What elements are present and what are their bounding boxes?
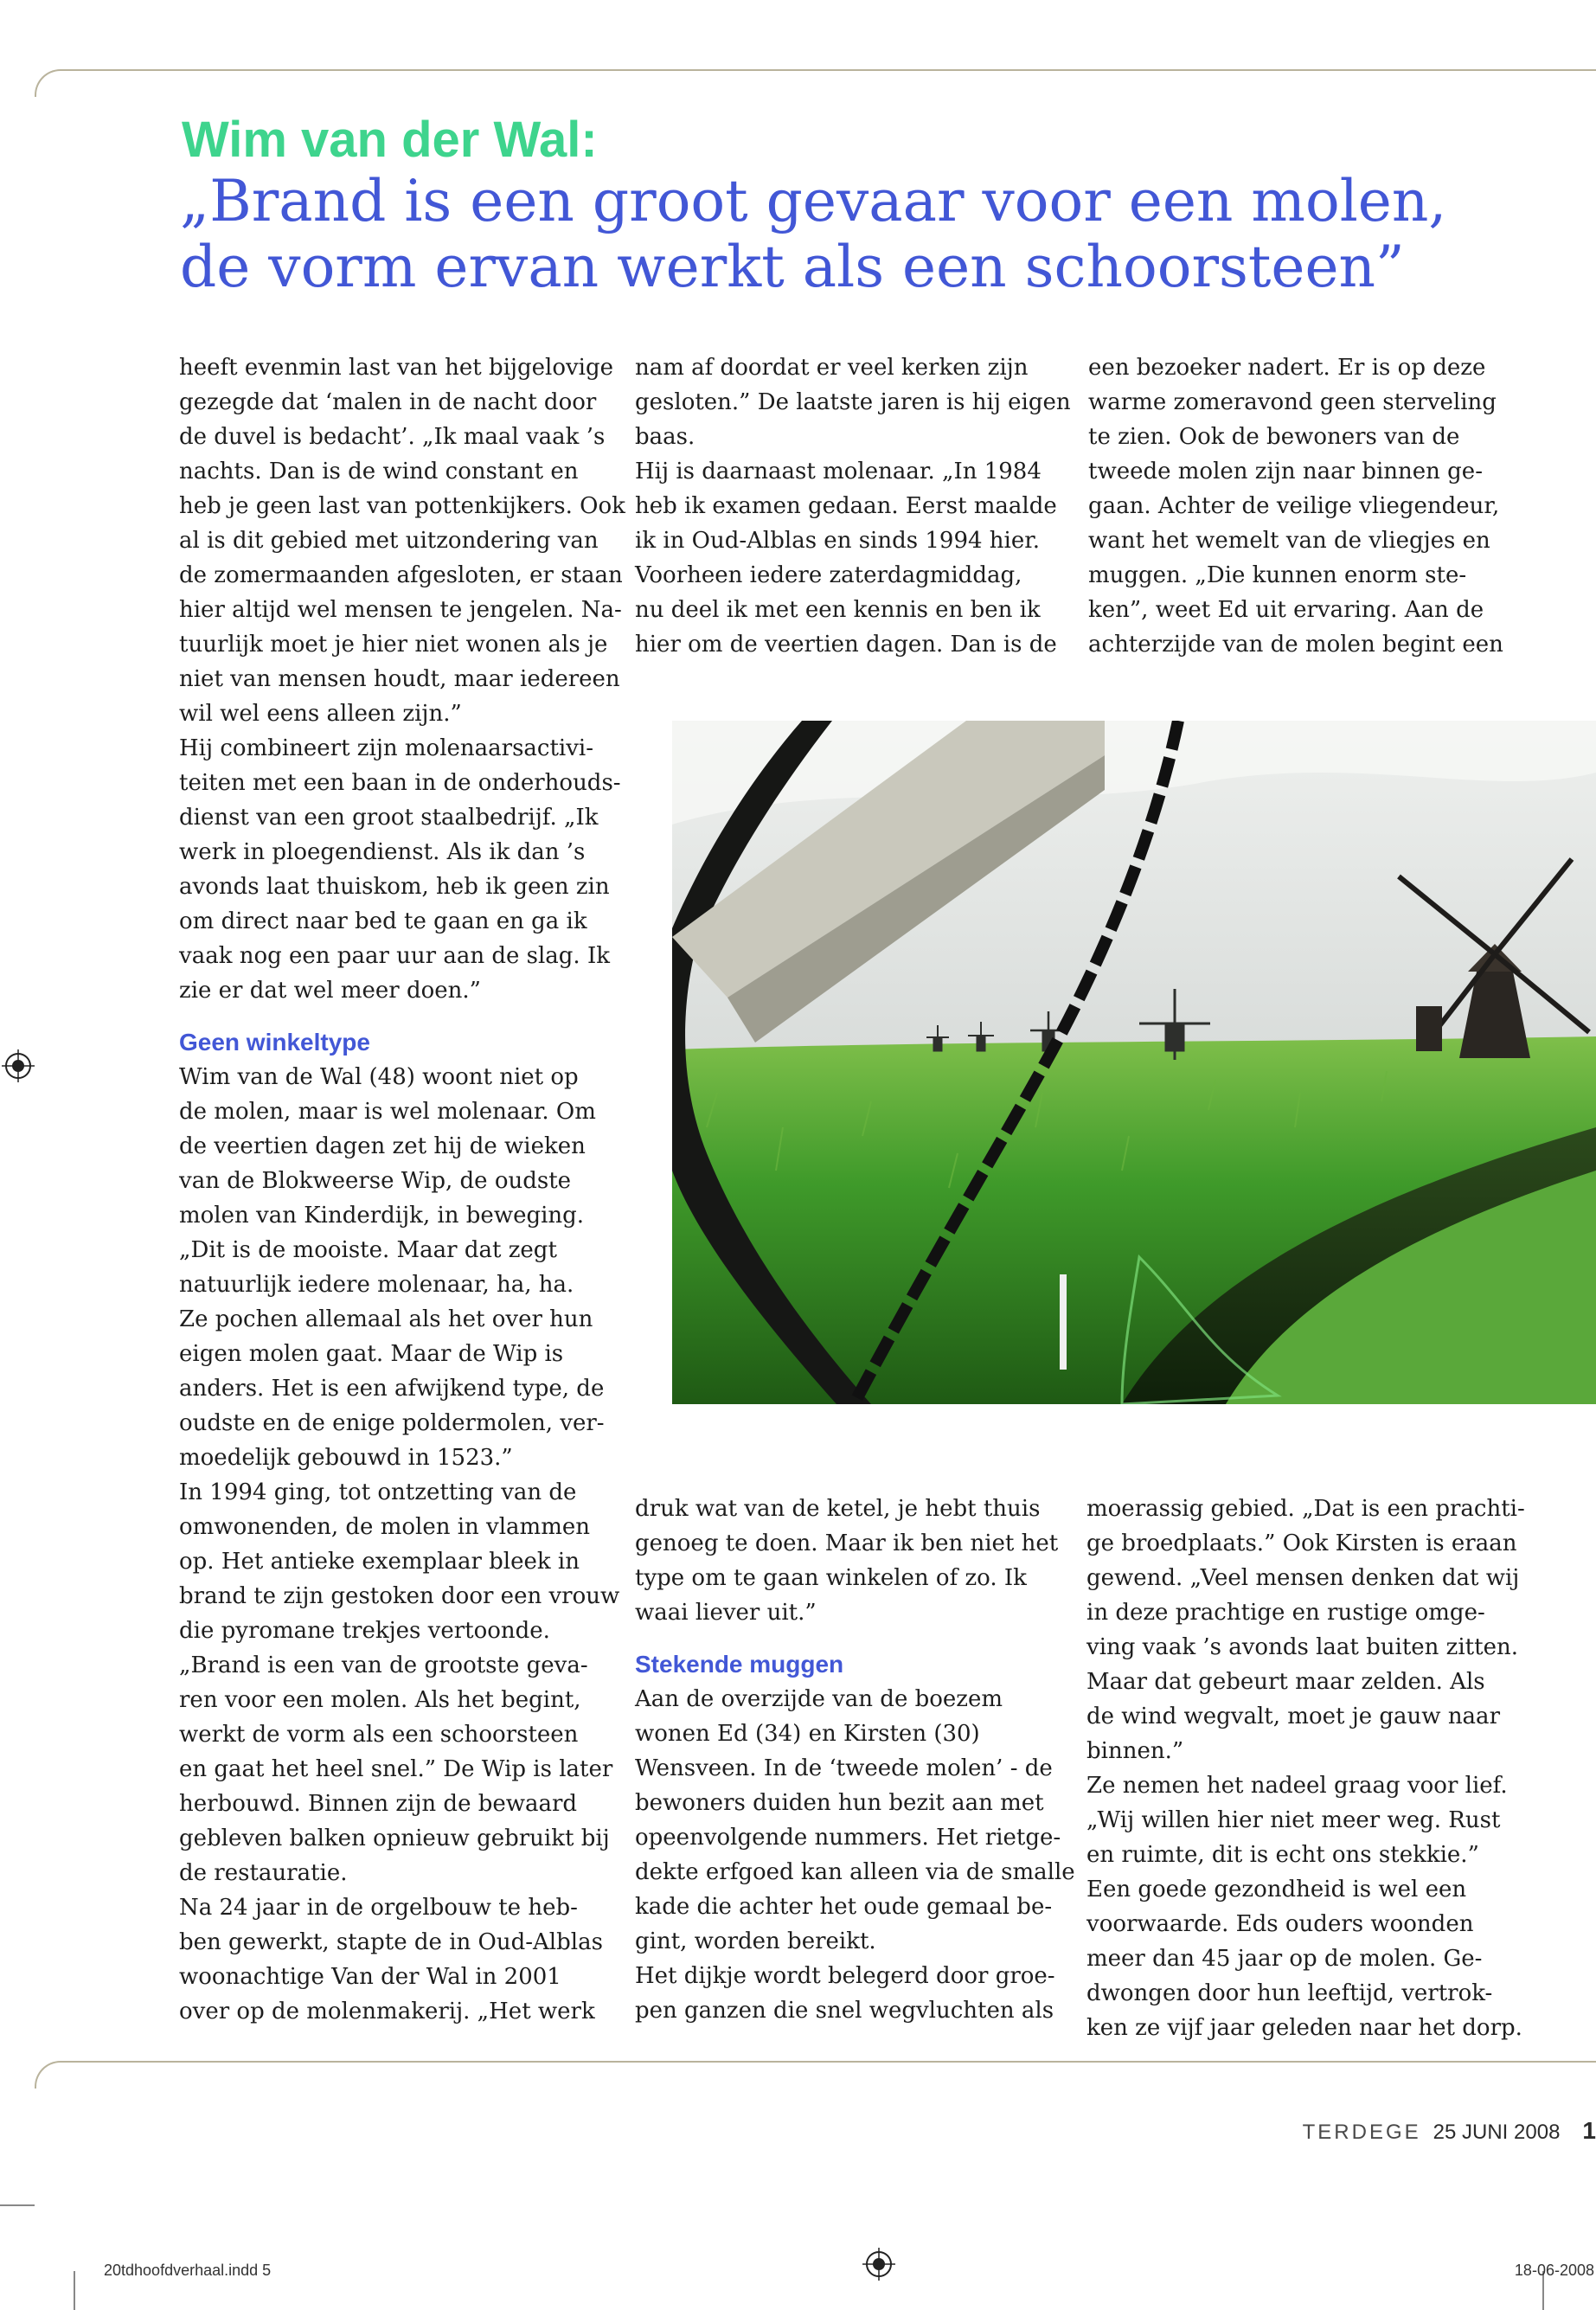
text-line: die pyromane trekjes vertoonde. <box>179 1618 550 1644</box>
text-line: teiten met een baan in de onderhouds- <box>179 770 621 796</box>
text-line: Na 24 jaar in de orgelbouw te heb- <box>179 1895 578 1921</box>
text-line: Aan de overzijde van de boezem <box>635 1686 1003 1712</box>
text-line: Ze pochen allemaal als het over hun <box>179 1306 593 1332</box>
text-line: gint, worden bereikt. <box>635 1928 876 1954</box>
text-column-3-top <box>1088 350 1503 662</box>
text-line: de wind wegvalt, moet je gauw naar <box>1086 1704 1500 1729</box>
text-line: genoeg te doen. Maar ik ben niet het <box>635 1530 1059 1556</box>
text-line: Wim van de Wal (48) woont niet op <box>179 1064 579 1090</box>
text-line: wonen Ed (34) en Kirsten (30) <box>635 1721 980 1747</box>
text-line: opeenvolgende nummers. Het rietge- <box>635 1825 1061 1851</box>
text-line: hier altijd wel mensen te jengelen. Na- <box>179 597 622 623</box>
text-line: Hij combineert zijn molenaarsactivi- <box>179 735 594 761</box>
text-line: al is dit gebied met uitzondering van <box>179 528 599 554</box>
text-line: nu deel ik met een kennis en ben ik <box>635 597 1041 623</box>
text-line: muggen. „Die kunnen enorm ste- <box>1088 562 1467 588</box>
text-line: en gaat het heel snel.” De Wip is later <box>179 1756 613 1782</box>
text-line: Het dijkje wordt belegerd door groe- <box>635 1963 1055 1989</box>
text-line: ik in Oud-Alblas en sinds 1994 hier. <box>635 528 1041 554</box>
text-line: ren voor een molen. Als het begint, <box>179 1687 581 1713</box>
text-line: dwongen door hun leeftijd, vertrok- <box>1086 1980 1493 2006</box>
text-line: Een goede gezondheid is wel een <box>1086 1877 1467 1903</box>
text-line: „Brand is een van de grootste geva- <box>179 1652 588 1678</box>
text-line: binnen.” <box>1086 1738 1184 1764</box>
text-line: de veertien dagen zet hij de wieken <box>179 1133 586 1159</box>
text-line: de duvel is bedacht’. „Ik maal vaak ’s <box>179 424 606 450</box>
magazine-name: TERDEGE <box>1302 2121 1421 2144</box>
text-line: brand te zijn gestoken door een vrouw <box>179 1583 620 1609</box>
text-line: In 1994 ging, tot ontzetting van de <box>179 1479 577 1505</box>
text-line: omwonenden, de molen in vlammen <box>179 1514 590 1540</box>
text-line: achterzijde van de molen begint een <box>1088 632 1503 658</box>
page-number: 1 <box>1582 2117 1596 2144</box>
text-line: de zomermaanden afgesloten, er staan <box>179 562 623 588</box>
text-line: Maar dat gebeurt maar zelden. Als <box>1086 1669 1485 1695</box>
text-line: „Dit is de mooiste. Maar dat zegt <box>179 1237 557 1263</box>
title-line: „Brand is een groot gevaar voor een molen, <box>180 168 1447 234</box>
text-line: de restauratie. <box>179 1860 348 1886</box>
text-line: vaak nog een paar uur aan de slag. Ik <box>179 943 610 969</box>
article-kicker: Wim van der Wal: <box>182 112 598 168</box>
windmill-photo <box>672 721 1596 1404</box>
text-line: van de Blokweerse Wip, de oudste <box>179 1168 572 1194</box>
text-line: in deze prachtige en rustige omge- <box>1086 1600 1485 1626</box>
text-line: nachts. Dan is de wind constant en <box>179 459 579 484</box>
text-line: kade die achter het oude gemaal be- <box>635 1894 1053 1920</box>
text-line: herbouwd. Binnen zijn de bewaard <box>179 1791 578 1817</box>
bottom-rule <box>35 2061 1596 2089</box>
text-line: warme zomeravond geen sterveling <box>1088 389 1497 415</box>
text-line: gebleven balken opnieuw gebruikt bij <box>179 1826 610 1851</box>
top-rule <box>35 69 1596 97</box>
article-title <box>180 169 1529 300</box>
text-line: pen ganzen die snel wegvluchten als <box>635 1998 1054 2024</box>
text-line: Voorheen iedere zaterdagmiddag, <box>635 562 1022 588</box>
text-line: Wensveen. In de ‘tweede molen’ - de <box>635 1755 1053 1781</box>
text-line: gesloten.” De laatste jaren is hij eigen <box>635 389 1071 415</box>
text-line: „Wij willen hier niet meer weg. Rust <box>1086 1807 1501 1833</box>
text-line: tweede molen zijn naar binnen ge- <box>1088 459 1483 484</box>
text-line: heb je geen last van pottenkijkers. Ook <box>179 493 625 519</box>
text-line: gaan. Achter de veilige vliegendeur, <box>1088 493 1500 519</box>
text-line: avonds laat thuiskom, heb ik geen zin <box>179 874 610 900</box>
text-line: bewoners duiden hun bezit aan met <box>635 1790 1044 1816</box>
text-line: werk in ploegendienst. Als ik dan ’s <box>179 839 586 865</box>
registration-mark-icon <box>862 2248 895 2281</box>
title-line: de vorm ervan werkt als een schoorsteen” <box>180 234 1405 300</box>
text-line: molen van Kinderdijk, in beweging. <box>179 1203 585 1229</box>
issue-date: 25 JUNI 2008 <box>1433 2121 1561 2144</box>
text-line: natuurlijk iedere molenaar, ha, ha. <box>179 1272 574 1298</box>
text-line: eigen molen gaat. Maar de Wip is <box>179 1341 564 1367</box>
text-line: over op de molenmakerij. „Het werk <box>179 1999 595 2024</box>
text-line: type om te gaan winkelen of zo. Ik <box>635 1565 1027 1591</box>
text-line: ge broedplaats.” Ook Kirsten is eraan <box>1086 1530 1517 1556</box>
text-line: want het wemelt van de vliegjes en <box>1088 528 1490 554</box>
text-line: heeft evenmin last van het bijgelovige <box>179 355 614 381</box>
text-line: gewend. „Veel mensen denken dat wij <box>1086 1565 1520 1591</box>
subheading-stekende-muggen: Stekende muggen <box>635 1651 844 1678</box>
text-line: zie er dat wel meer doen.” <box>179 978 481 1004</box>
slug-date: 18-06-2008 <box>1514 2262 1594 2279</box>
text-line: meer dan 45 jaar op de molen. Ge- <box>1086 1946 1483 1972</box>
text-column-2-bottom <box>635 1492 1075 2028</box>
text-line: heb ik examen gedaan. Eerst maalde <box>635 493 1057 519</box>
text-line: dienst van een groot staalbedrijf. „Ik <box>179 805 599 831</box>
text-line: voorwaarde. Eds ouders woonden <box>1086 1911 1474 1937</box>
text-line: de molen, maar is wel molenaar. Om <box>179 1099 596 1125</box>
text-line: moerassig gebied. „Dat is een prachti- <box>1086 1496 1525 1522</box>
crop-mark <box>74 2271 75 2310</box>
text-line: een bezoeker nadert. Er is op deze <box>1088 355 1486 381</box>
text-column-3-bottom <box>1086 1492 1525 2045</box>
page-footer <box>1303 2117 1596 2145</box>
text-line: oudste en de enige poldermolen, ver- <box>179 1410 605 1436</box>
text-line: dekte erfgoed kan alleen via de smalle <box>635 1859 1075 1885</box>
text-line: en ruimte, dit is echt ons stekkie.” <box>1086 1842 1479 1868</box>
registration-mark-icon <box>2 1049 35 1082</box>
text-line: Ze nemen het nadeel graag voor lief. <box>1086 1773 1508 1799</box>
text-line: baas. <box>635 424 695 450</box>
text-line: gezegde dat ‘malen in de nacht door <box>179 389 597 415</box>
text-line: ben gewerkt, stapte de in Oud-Alblas <box>179 1929 603 1955</box>
windmill-landscape-image <box>672 721 1596 1404</box>
text-line: ken ze vijf jaar geleden naar het dorp. <box>1086 2015 1522 2041</box>
text-line: op. Het antieke exemplaar bleek in <box>179 1549 580 1575</box>
text-line: ken”, weet Ed uit ervaring. Aan de <box>1088 597 1484 623</box>
text-line: Hij is daarnaast molenaar. „In 1984 <box>635 459 1042 484</box>
text-line: te zien. Ook de bewoners van de <box>1088 424 1460 450</box>
crop-mark <box>0 2204 35 2206</box>
text-line: wil wel eens alleen zijn.” <box>179 701 462 727</box>
text-line: woonachtige Van der Wal in 2001 <box>179 1964 561 1990</box>
text-line: hier om de veertien dagen. Dan is de <box>635 632 1057 658</box>
text-line: druk wat van de ketel, je hebt thuis <box>635 1496 1041 1522</box>
text-line: moedelijk gebouwd in 1523.” <box>179 1445 513 1471</box>
slug-filename: 20tdhoofdverhaal.indd 5 <box>104 2262 272 2279</box>
text-column-2-top <box>635 350 1071 662</box>
text-column-1 <box>179 350 625 2029</box>
text-line: tuurlijk moet je hier niet wonen als je <box>179 632 608 658</box>
text-line: anders. Het is een afwijkend type, de <box>179 1376 605 1402</box>
text-line: niet van mensen houdt, maar iedereen <box>179 666 620 692</box>
subheading-geen-winkeltype: Geen winkeltype <box>179 1029 370 1056</box>
text-line: om direct naar bed te gaan en ga ik <box>179 908 587 934</box>
text-line: ving vaak ’s avonds laat buiten zitten. <box>1086 1634 1518 1660</box>
text-line: nam af doordat er veel kerken zijn <box>635 355 1029 381</box>
text-line: werkt de vorm als een schoorsteen <box>179 1722 579 1748</box>
text-line: waai liever uit.” <box>635 1600 817 1626</box>
